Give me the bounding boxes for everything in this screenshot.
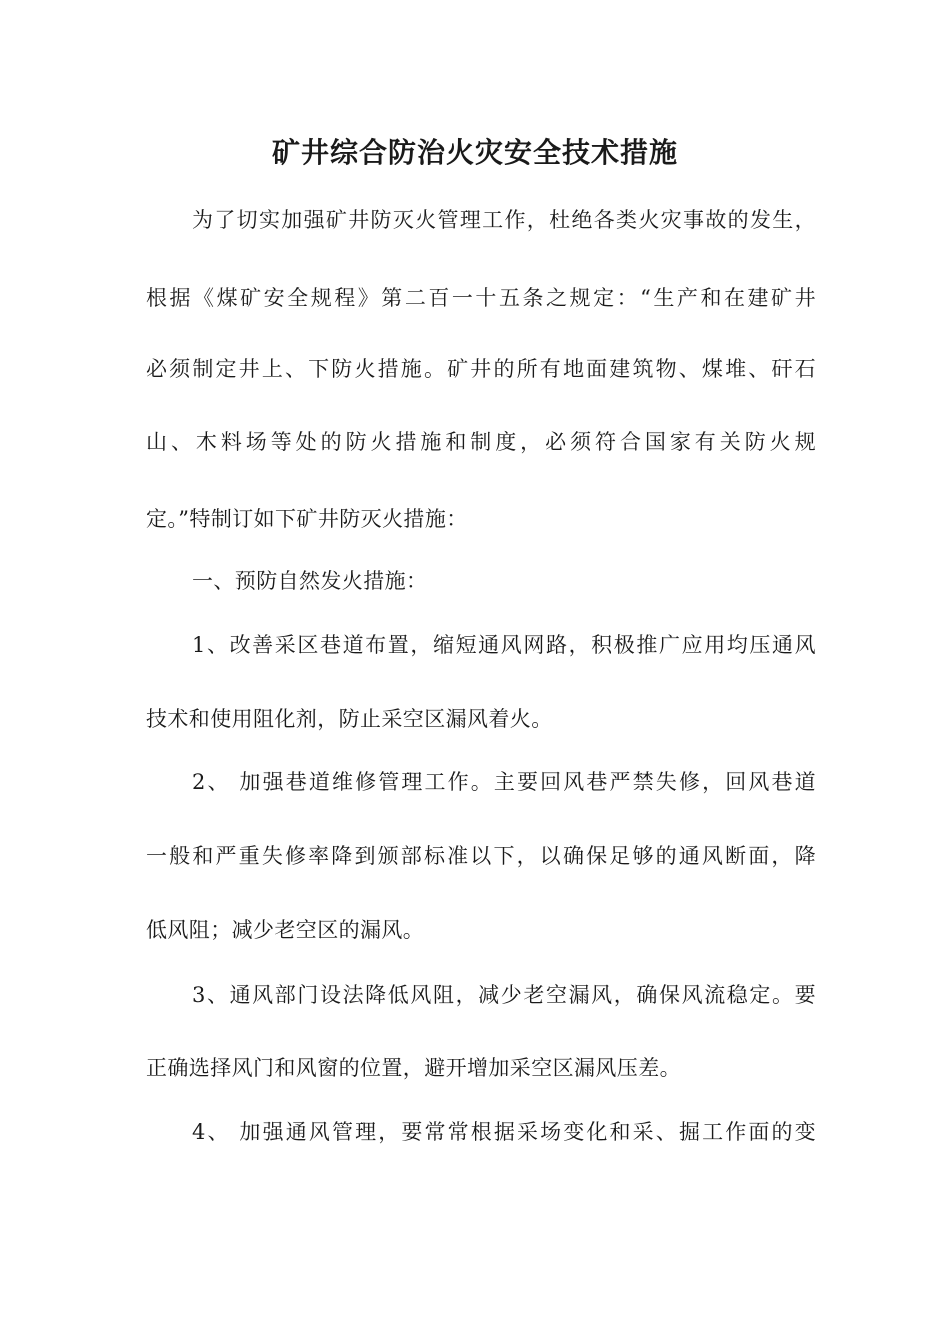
- paragraph-line: 2、 加强巷道维修管理工作。主要回风巷严禁失修，回风巷道: [192, 770, 816, 794]
- document-title: 矿井综合防治火灾安全技术措施: [271, 136, 678, 169]
- paragraph-line: 低风阻；减少老空区的漏风。: [146, 918, 425, 942]
- paragraph-line: 定。”特制订如下矿井防灭火措施：: [146, 507, 468, 531]
- paragraph-line: 根据《煤矿安全规程》第二百一十五条之规定：“生产和在建矿井: [146, 286, 816, 310]
- paragraph-line: 一般和严重失修率降到颁部标准以下，以确保足够的通风断面，降: [146, 844, 816, 868]
- paragraph-line: 1、改善采区巷道布置，缩短通风网路，积极推广应用均压通风: [192, 633, 816, 657]
- paragraph-line: 为了切实加强矿井防灭火管理工作，杜绝各类火灾事故的发生，: [192, 208, 816, 232]
- section-heading: 一、预防自然发火措施：: [192, 569, 428, 593]
- paragraph-line: 技术和使用阻化剂，防止采空区漏风着火。: [146, 707, 553, 731]
- paragraph-line: 必须制定井上、下防火措施。矿井的所有地面建筑物、煤堆、矸石: [146, 357, 816, 381]
- paragraph-line: 正确选择风门和风窗的位置，避开增加采空区漏风压差。: [146, 1056, 681, 1080]
- paragraph-line: 山、木料场等处的防火措施和制度，必须符合国家有关防火规: [146, 430, 816, 454]
- paragraph-line: 4、 加强通风管理，要常常根据采场变化和采、掘工作面的变: [192, 1120, 816, 1144]
- paragraph-line: 3、通风部门设法降低风阻，减少老空漏风，确保风流稳定。要: [192, 983, 816, 1007]
